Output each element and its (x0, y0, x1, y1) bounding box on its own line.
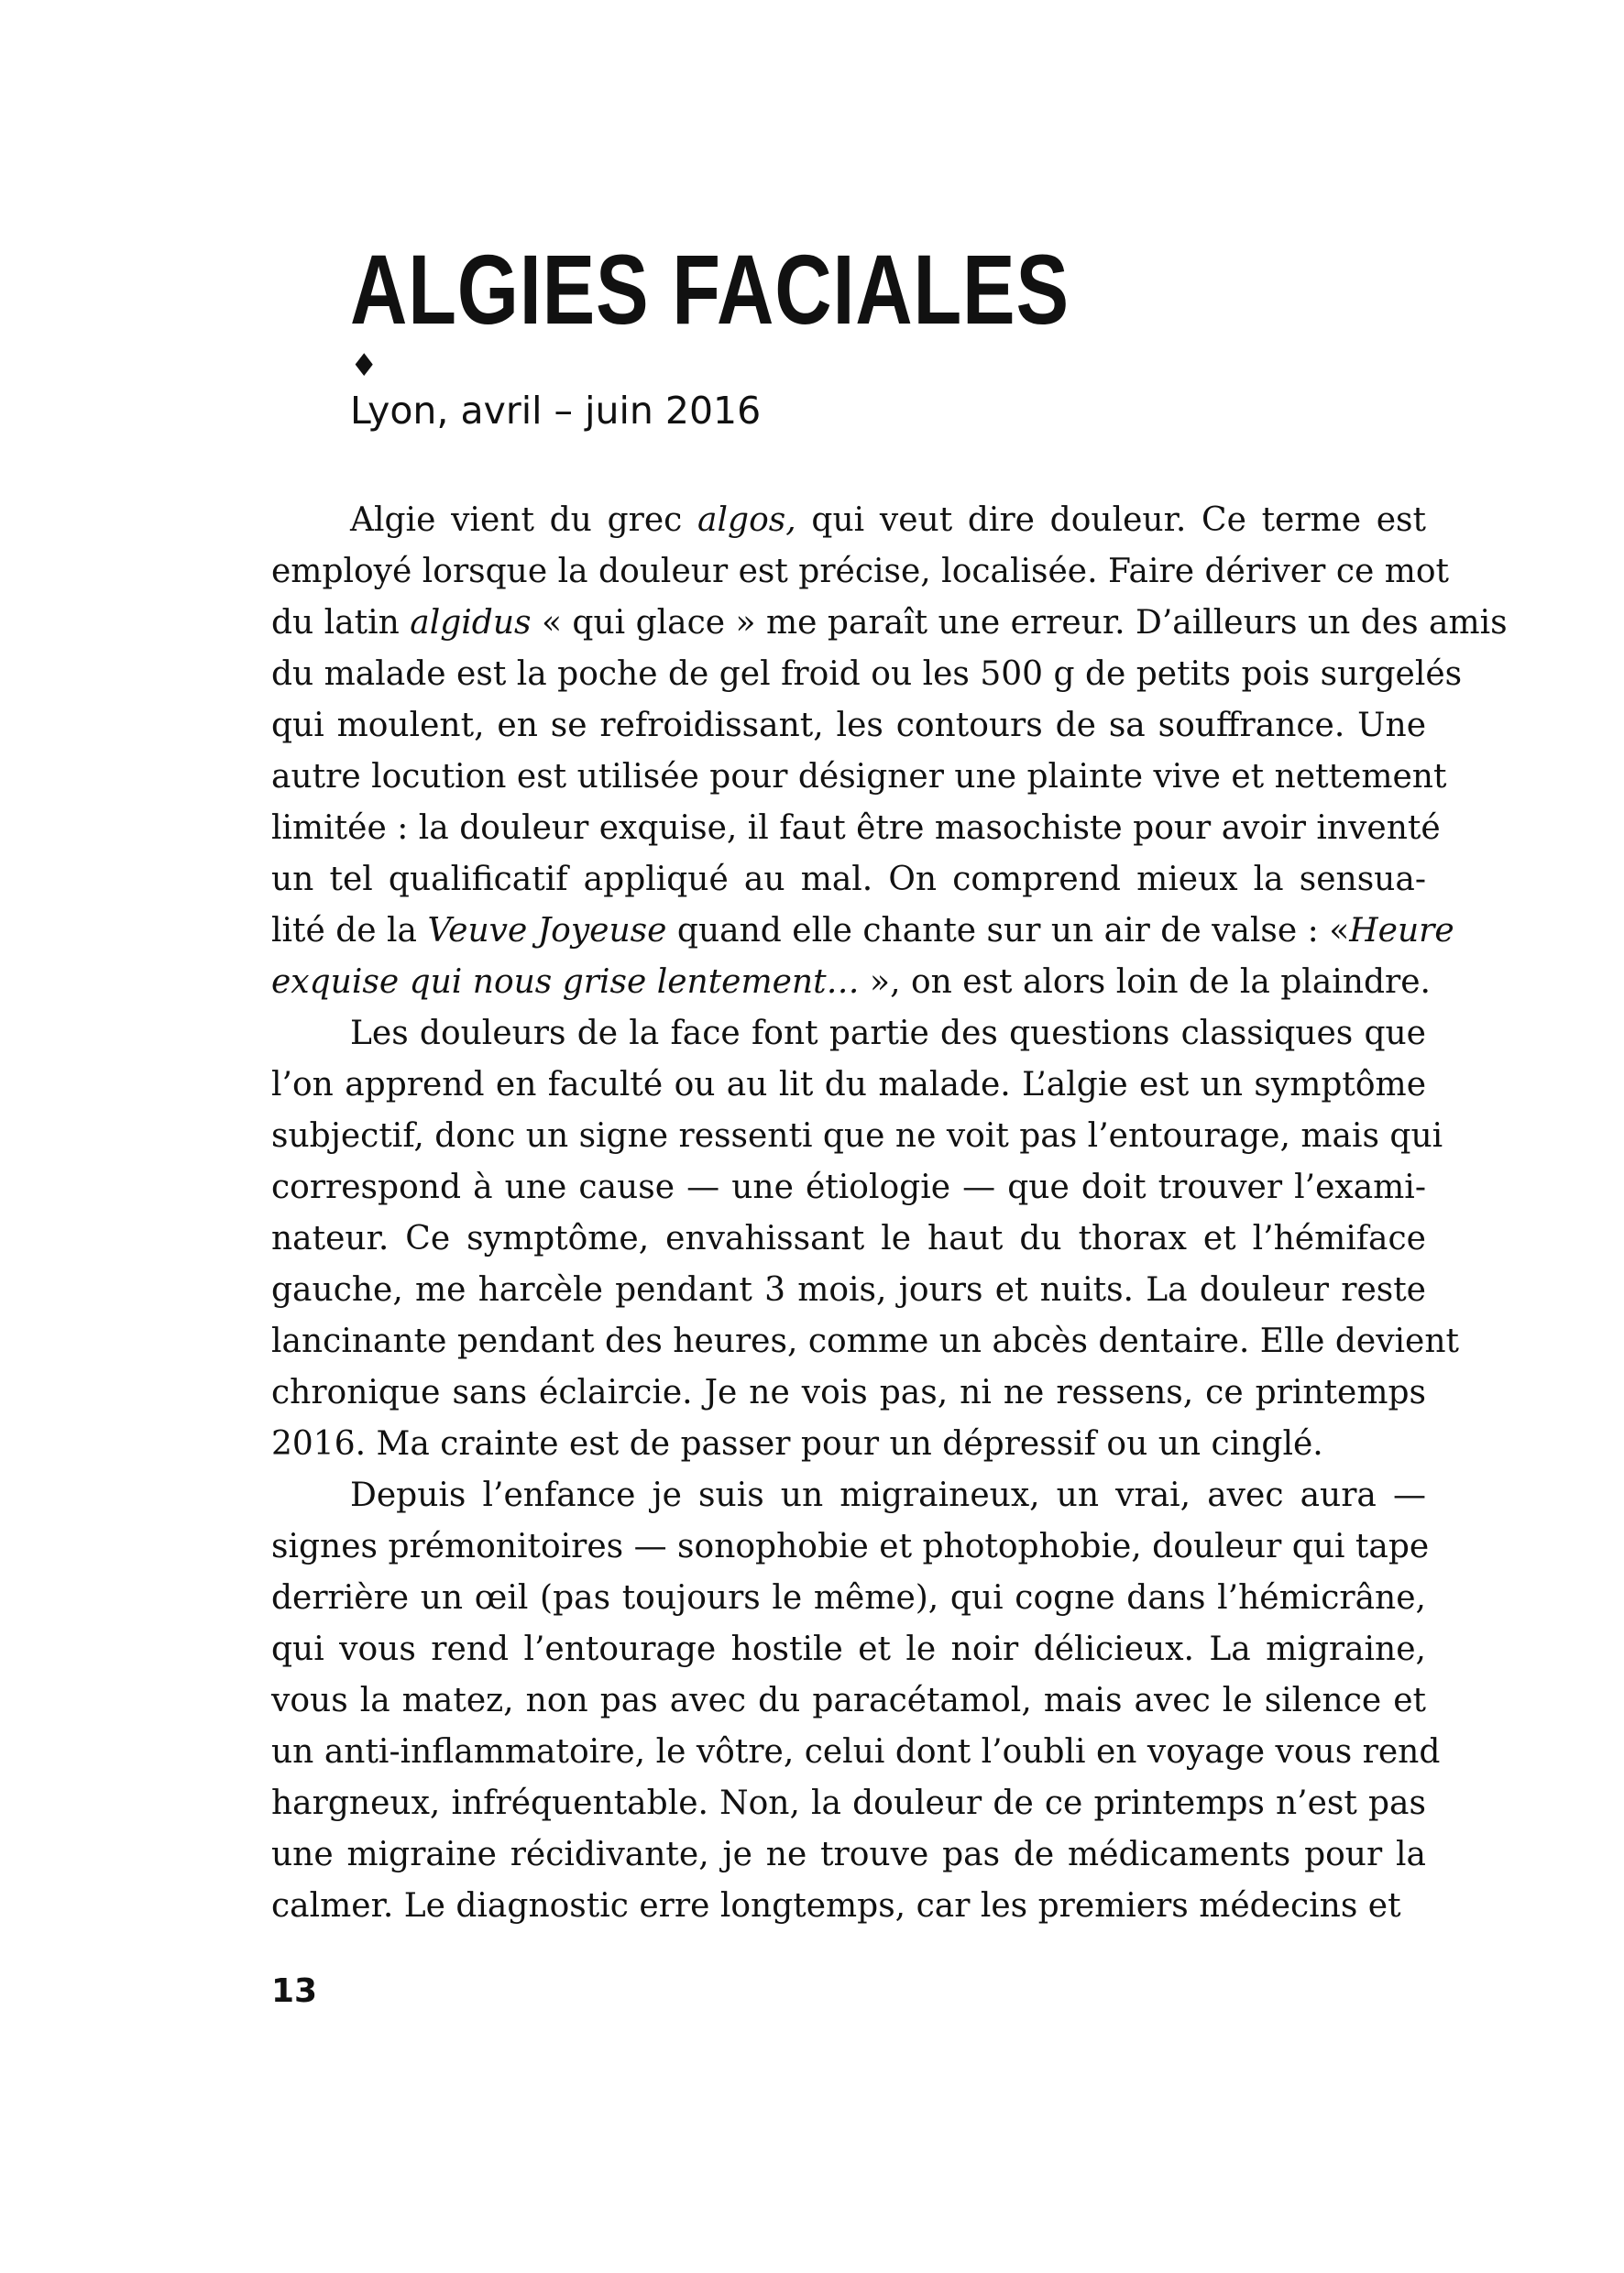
text-run: Algie vient du grec (350, 501, 698, 539)
text-run: qui veut dire douleur. Ce terme est (796, 501, 1426, 539)
text-run: gauche, me harcèle pendant 3 mois, jours et nuits. La douleur reste (271, 1271, 1426, 1309)
text-run: vous la matez, non pas avec du paracétamol, mais avec le silence et (271, 1682, 1426, 1719)
text-run: lancinante pendant des heures, comme un abcès dentaire. Elle devient (271, 1323, 1459, 1360)
text-line (271, 1521, 1430, 1573)
text-line (271, 1573, 1426, 1624)
text-run: signes prémonitoires — sonophobie et photophobie, douleur qui tape (271, 1528, 1430, 1565)
body-text (271, 495, 1508, 1932)
text-line (271, 906, 1454, 957)
text-line (271, 1727, 1441, 1778)
text-line (271, 649, 1463, 700)
text-line (271, 854, 1426, 906)
text-line (271, 803, 1441, 854)
text-line (271, 1881, 1426, 1932)
text-run: l’on apprend en faculté ou au lit du malade. L’algie est un symptôme (271, 1066, 1426, 1104)
text-line (271, 1470, 1426, 1521)
text-run: nateur. Ce symptôme, envahissant le haut du thorax et l’hémiface (271, 1220, 1426, 1257)
text-run: du malade est la poche de gel froid ou les 500 g de petits pois surgelés (271, 655, 1463, 693)
italic-text: exquise qui nous grise lentement… (271, 963, 860, 1001)
chapter-subtitle: Lyon, avril – juin 2016 (350, 389, 762, 433)
text-run: chronique sans éclaircie. Je ne vois pas, ni ne ressens, ce printemps (271, 1374, 1426, 1411)
text-run: lité de la (271, 912, 428, 950)
text-line (271, 546, 1450, 598)
paragraph (271, 1470, 1441, 1932)
text-line (271, 1265, 1426, 1316)
diamond-ornament-icon: ♦ (350, 347, 379, 384)
text-run: quand elle chante sur un air de valse : « (666, 912, 1350, 950)
text-line (271, 1111, 1443, 1162)
text-line (271, 957, 1431, 1008)
text-run: autre locution est utilisée pour désigner une plainte vive et nettement (271, 758, 1447, 796)
text-run: Depuis l’enfance je suis un migraineux, un vrai, avec aura — (350, 1477, 1426, 1514)
text-line (271, 598, 1508, 649)
text-line (271, 1316, 1459, 1367)
text-line (271, 1060, 1426, 1111)
text-line (271, 752, 1447, 803)
text-line (271, 1675, 1426, 1727)
text-run: qui moulent, en se refroidissant, les contours de sa souffrance. Une (271, 707, 1426, 744)
italic-text: Heure (1349, 912, 1454, 950)
paragraph (271, 1008, 1459, 1470)
text-run: 2016. Ma crainte est de passer pour un dépressif ou un cinglé. (271, 1425, 1323, 1463)
text-run: hargneux, infréquentable. Non, la douleur de ce printemps n’est pas (271, 1784, 1426, 1822)
text-line (271, 1624, 1426, 1675)
chapter-title: ALGIES FACIALES (350, 234, 1070, 345)
text-line (271, 1367, 1426, 1419)
text-run: calmer. Le diagnostic erre longtemps, car les premiers médecins et (271, 1887, 1401, 1925)
text-run: derrière un œil (pas toujours le même), qui cogne dans l’hémicrâne, (271, 1579, 1426, 1617)
text-run: limitée : la douleur exquise, il faut être masochiste pour avoir inventé (271, 809, 1441, 847)
text-run: qui vous rend l’entourage hostile et le noir délicieux. La migraine, (271, 1631, 1426, 1668)
text-run: une migraine récidivante, je ne trouve pas de médicaments pour la (271, 1836, 1426, 1873)
text-line (271, 1162, 1426, 1213)
text-line (271, 495, 1426, 546)
italic-text: algidus (410, 604, 532, 642)
text-line (271, 700, 1426, 752)
text-line (271, 1008, 1426, 1060)
text-run: du latin (271, 604, 411, 642)
paragraph (271, 495, 1508, 1008)
page-number: 13 (271, 1972, 318, 2010)
text-run: Les douleurs de la face font partie des questions classiques que (350, 1015, 1426, 1052)
text-run: employé lorsque la douleur est précise, localisée. Faire dériver ce mot (271, 553, 1450, 590)
text-run: subjectif, donc un signe ressenti que ne voit pas l’entourage, mais qui (271, 1117, 1443, 1155)
text-run: un anti-inflammatoire, le vôtre, celui dont l’oubli en voyage vous rend (271, 1733, 1441, 1771)
text-run: « qui glace » me paraît une erreur. D’ailleurs un des amis (531, 604, 1508, 642)
text-run: correspond à une cause — une étiologie — que doit trouver l’exami- (271, 1169, 1426, 1206)
text-line (271, 1778, 1426, 1829)
italic-text: Veuve Joyeuse (427, 912, 667, 950)
text-line (271, 1829, 1426, 1881)
text-line (271, 1213, 1426, 1265)
text-run: un tel qualificatif appliqué au mal. On comprend mieux la sensua- (271, 861, 1426, 898)
text-line (271, 1419, 1426, 1470)
text-run: », on est alors loin de la plaindre. (859, 963, 1431, 1001)
italic-text: algos, (697, 501, 796, 539)
